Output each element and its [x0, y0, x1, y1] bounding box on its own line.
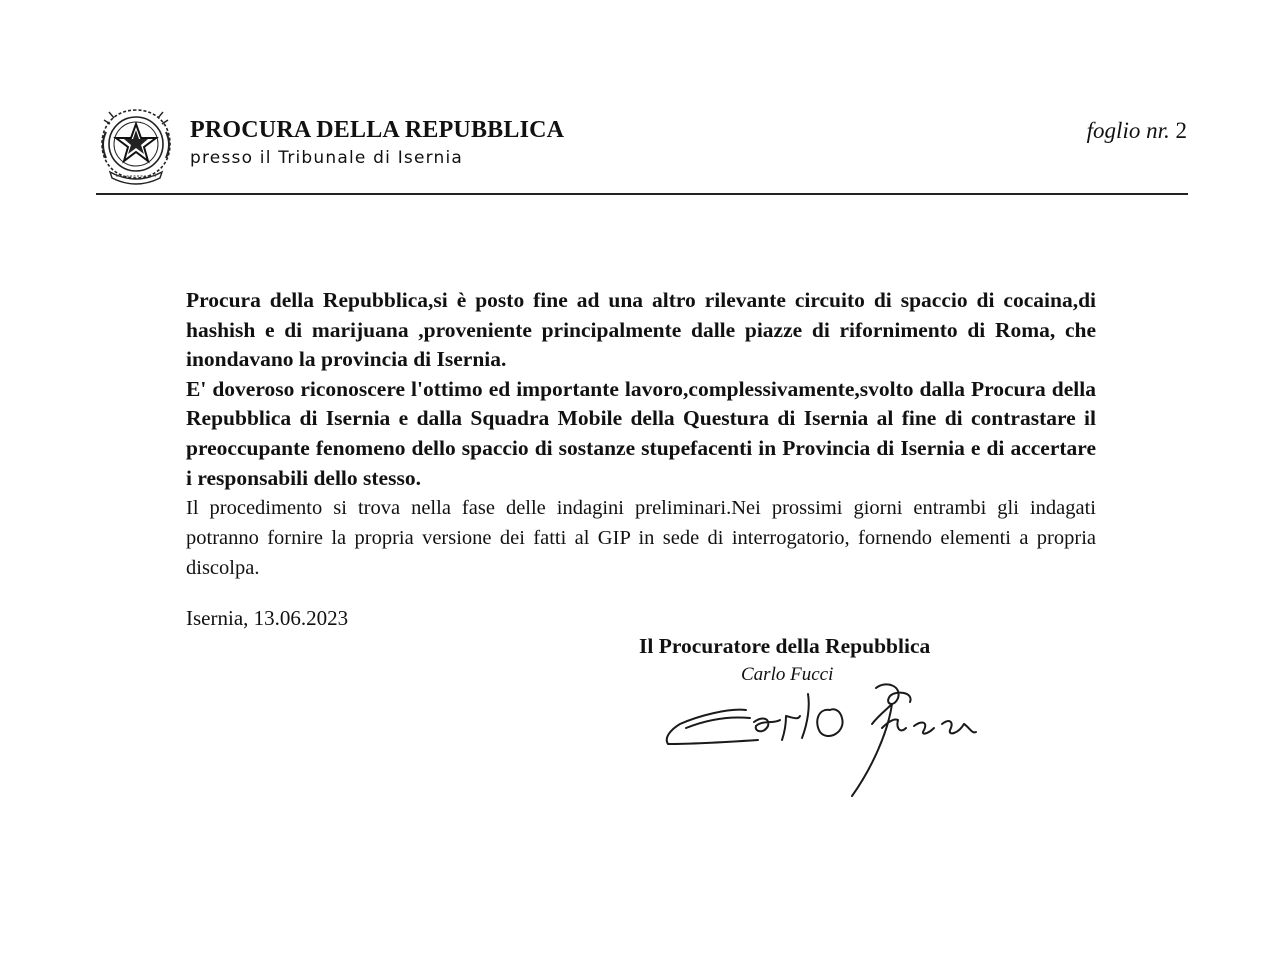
signer-name: Carlo Fucci: [741, 664, 834, 685]
paragraph-2: E' doveroso riconoscere l'ottimo ed importante lavoro,complessivamente,svolto dalla Procura della Repubblica di Isernia e dalla Squadra Mobile della Questura di Isernia al fine di contrastare il preoccupante fenomeno dello spaccio di sostanze stupefacenti in Provincia di Isernia e di accertare i responsabili dello stesso.: [186, 376, 1096, 490]
paragraph-3: Il procedimento si trova nella fase delle indagini preliminari.Nei prossimi giorni entrambi gli indagati potranno fornire la propria versione dei fatti al GIP in sede di interrogatorio, fornendo elementi a propria discolpa.: [186, 497, 1096, 580]
italian-republic-emblem-icon: [96, 102, 176, 186]
handwritten-signature: [658, 672, 983, 802]
sheet-label: foglio nr.: [1086, 118, 1170, 143]
document-body: [186, 286, 1096, 583]
signer-title: Il Procuratore della Repubblica: [639, 634, 931, 658]
office-heading: [190, 116, 564, 171]
header-divider: [96, 193, 1188, 195]
paragraph-1: Procura della Repubblica,si è posto fine ad una altro rilevante circuito di spaccio di cocaina,di hashish e di marijuana ,proveniente principalmente dalle piazze di rifornimento di Roma, che inondavano la provincia di Isernia.: [186, 288, 1096, 372]
sheet-number-value: 2: [1175, 118, 1187, 143]
office-title: PROCURA DELLA REPUBBLICA: [190, 117, 565, 143]
place-date: Isernia, 13.06.2023: [186, 606, 349, 630]
sheet-number: [1087, 118, 1187, 144]
office-subtitle: presso il Tribunale di Isernia: [190, 148, 464, 168]
